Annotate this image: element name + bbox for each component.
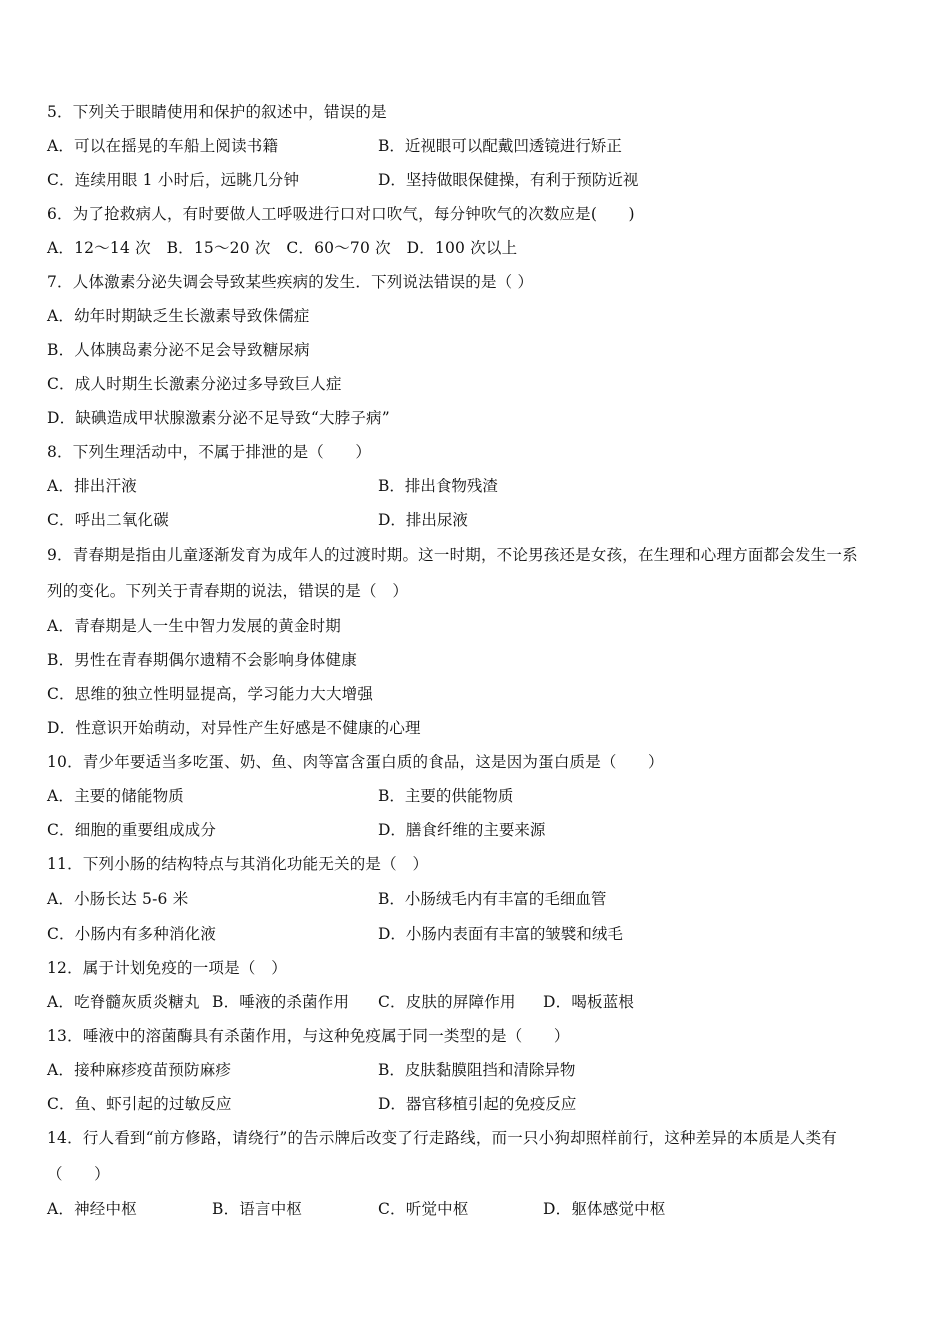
question-10-option-b: B．主要的供能物质 <box>378 787 514 805</box>
question-5-option-b: B．近视眼可以配戴凹透镜进行矫正 <box>378 137 622 155</box>
question-9-option-b: B．男性在青春期偶尔遗精不会影响身体健康 <box>47 651 357 669</box>
question-7-option-c: C．成人时期生长激素分泌过多导致巨人症 <box>47 375 342 393</box>
question-13-option-b: B．皮肤黏膜阻挡和清除异物 <box>378 1061 576 1079</box>
question-11-stem: 11．下列小肠的结构特点与其消化功能无关的是（ ） <box>47 855 429 873</box>
question-6-options: A．12～14 次 B．15～20 次 C．60～70 次 D．100 次以上 <box>47 239 518 257</box>
question-6-stem: 6．为了抢救病人，有时要做人工呼吸进行口对口吹气，每分钟吹气的次数应是( ) <box>47 205 635 223</box>
question-8-option-d: D．排出尿液 <box>378 511 468 529</box>
question-9-stem-line1: 9．青春期是指由儿童逐渐发育为成年人的过渡时期。这一时期，不论男孩还是女孩，在生理和心理方面都会发生一系 <box>47 546 858 564</box>
question-7-option-b: B．人体胰岛素分泌不足会导致糖尿病 <box>47 341 310 359</box>
question-9-option-c: C．思维的独立性明显提高，学习能力大大增强 <box>47 685 374 703</box>
question-14-option-c: C．听觉中枢 <box>378 1200 469 1218</box>
question-10-stem: 10．青少年要适当多吃蛋、奶、鱼、肉等富含蛋白质的食品，这是因为蛋白质是（ ） <box>47 753 664 771</box>
question-7-option-a: A．幼年时期缺乏生长激素导致侏儒症 <box>47 307 310 325</box>
question-8-stem: 8．下列生理活动中，不属于排泄的是（ ） <box>47 443 372 461</box>
question-5-option-d: D．坚持做眼保健操，有利于预防近视 <box>378 171 639 189</box>
question-12-option-c: C．皮肤的屏障作用 <box>378 993 516 1011</box>
question-11-option-c: C．小肠内有多种消化液 <box>47 925 217 943</box>
question-14-option-d: D．躯体感觉中枢 <box>543 1200 666 1218</box>
question-13-stem: 13．唾液中的溶菌酶具有杀菌作用，与这种免疫属于同一类型的是（ ） <box>47 1027 570 1045</box>
question-8-option-b: B．排出食物残渣 <box>378 477 498 495</box>
question-12-option-b: B．唾液的杀菌作用 <box>212 993 350 1011</box>
question-7-option-d: D．缺碘造成甲状腺激素分泌不足导致“大脖子病” <box>47 409 390 427</box>
question-10-option-a: A．主要的储能物质 <box>47 787 184 805</box>
question-9-option-d: D．性意识开始萌动，对异性产生好感是不健康的心理 <box>47 719 421 737</box>
question-9-option-a: A．青春期是人一生中智力发展的黄金时期 <box>47 617 341 635</box>
question-14-stem-line1: 14．行人看到“前方修路，请绕行”的告示牌后改变了行走路线，而一只小狗却照样前行，这种差异的本质是人类有 <box>47 1129 837 1147</box>
question-13-option-d: D．器官移植引起的免疫反应 <box>378 1095 577 1113</box>
question-11-option-b: B．小肠绒毛内有丰富的毛细血管 <box>378 890 607 908</box>
question-7-stem: 7．人体激素分泌失调会导致某些疾病的发生．下列说法错误的是（ ） <box>47 273 534 291</box>
question-9-stem-line2: 列的变化。下列关于青春期的说法，错误的是（ ） <box>47 582 409 600</box>
question-13-option-a: A．接种麻疹疫苗预防麻疹 <box>47 1061 232 1079</box>
question-5-option-c: C．连续用眼 1 小时后，远眺几分钟 <box>47 171 300 189</box>
question-14-option-b: B．语言中枢 <box>212 1200 303 1218</box>
question-10-option-d: D．膳食纤维的主要来源 <box>378 821 546 839</box>
question-14-stem-line2: （ ） <box>47 1165 110 1183</box>
question-13-option-c: C．鱼、虾引起的过敏反应 <box>47 1095 232 1113</box>
question-11-option-d: D．小肠内表面有丰富的皱襞和绒毛 <box>378 925 623 943</box>
question-8-option-c: C．呼出二氧化碳 <box>47 511 169 529</box>
question-14-option-a: A．神经中枢 <box>47 1200 137 1218</box>
question-8-option-a: A．排出汗液 <box>47 477 137 495</box>
question-12-option-a: A．吃脊髓灰质炎糖丸 <box>47 993 200 1011</box>
question-5-stem: 5．下列关于眼睛使用和保护的叙述中，错误的是 <box>47 103 387 121</box>
question-11-option-a: A．小肠长达 5-6 米 <box>47 890 189 908</box>
question-12-option-d: D．喝板蓝根 <box>543 993 635 1011</box>
question-5-option-a: A．可以在摇晃的车船上阅读书籍 <box>47 137 279 155</box>
question-10-option-c: C．细胞的重要组成成分 <box>47 821 217 839</box>
question-12-stem: 12．属于计划免疫的一项是（ ） <box>47 959 287 977</box>
